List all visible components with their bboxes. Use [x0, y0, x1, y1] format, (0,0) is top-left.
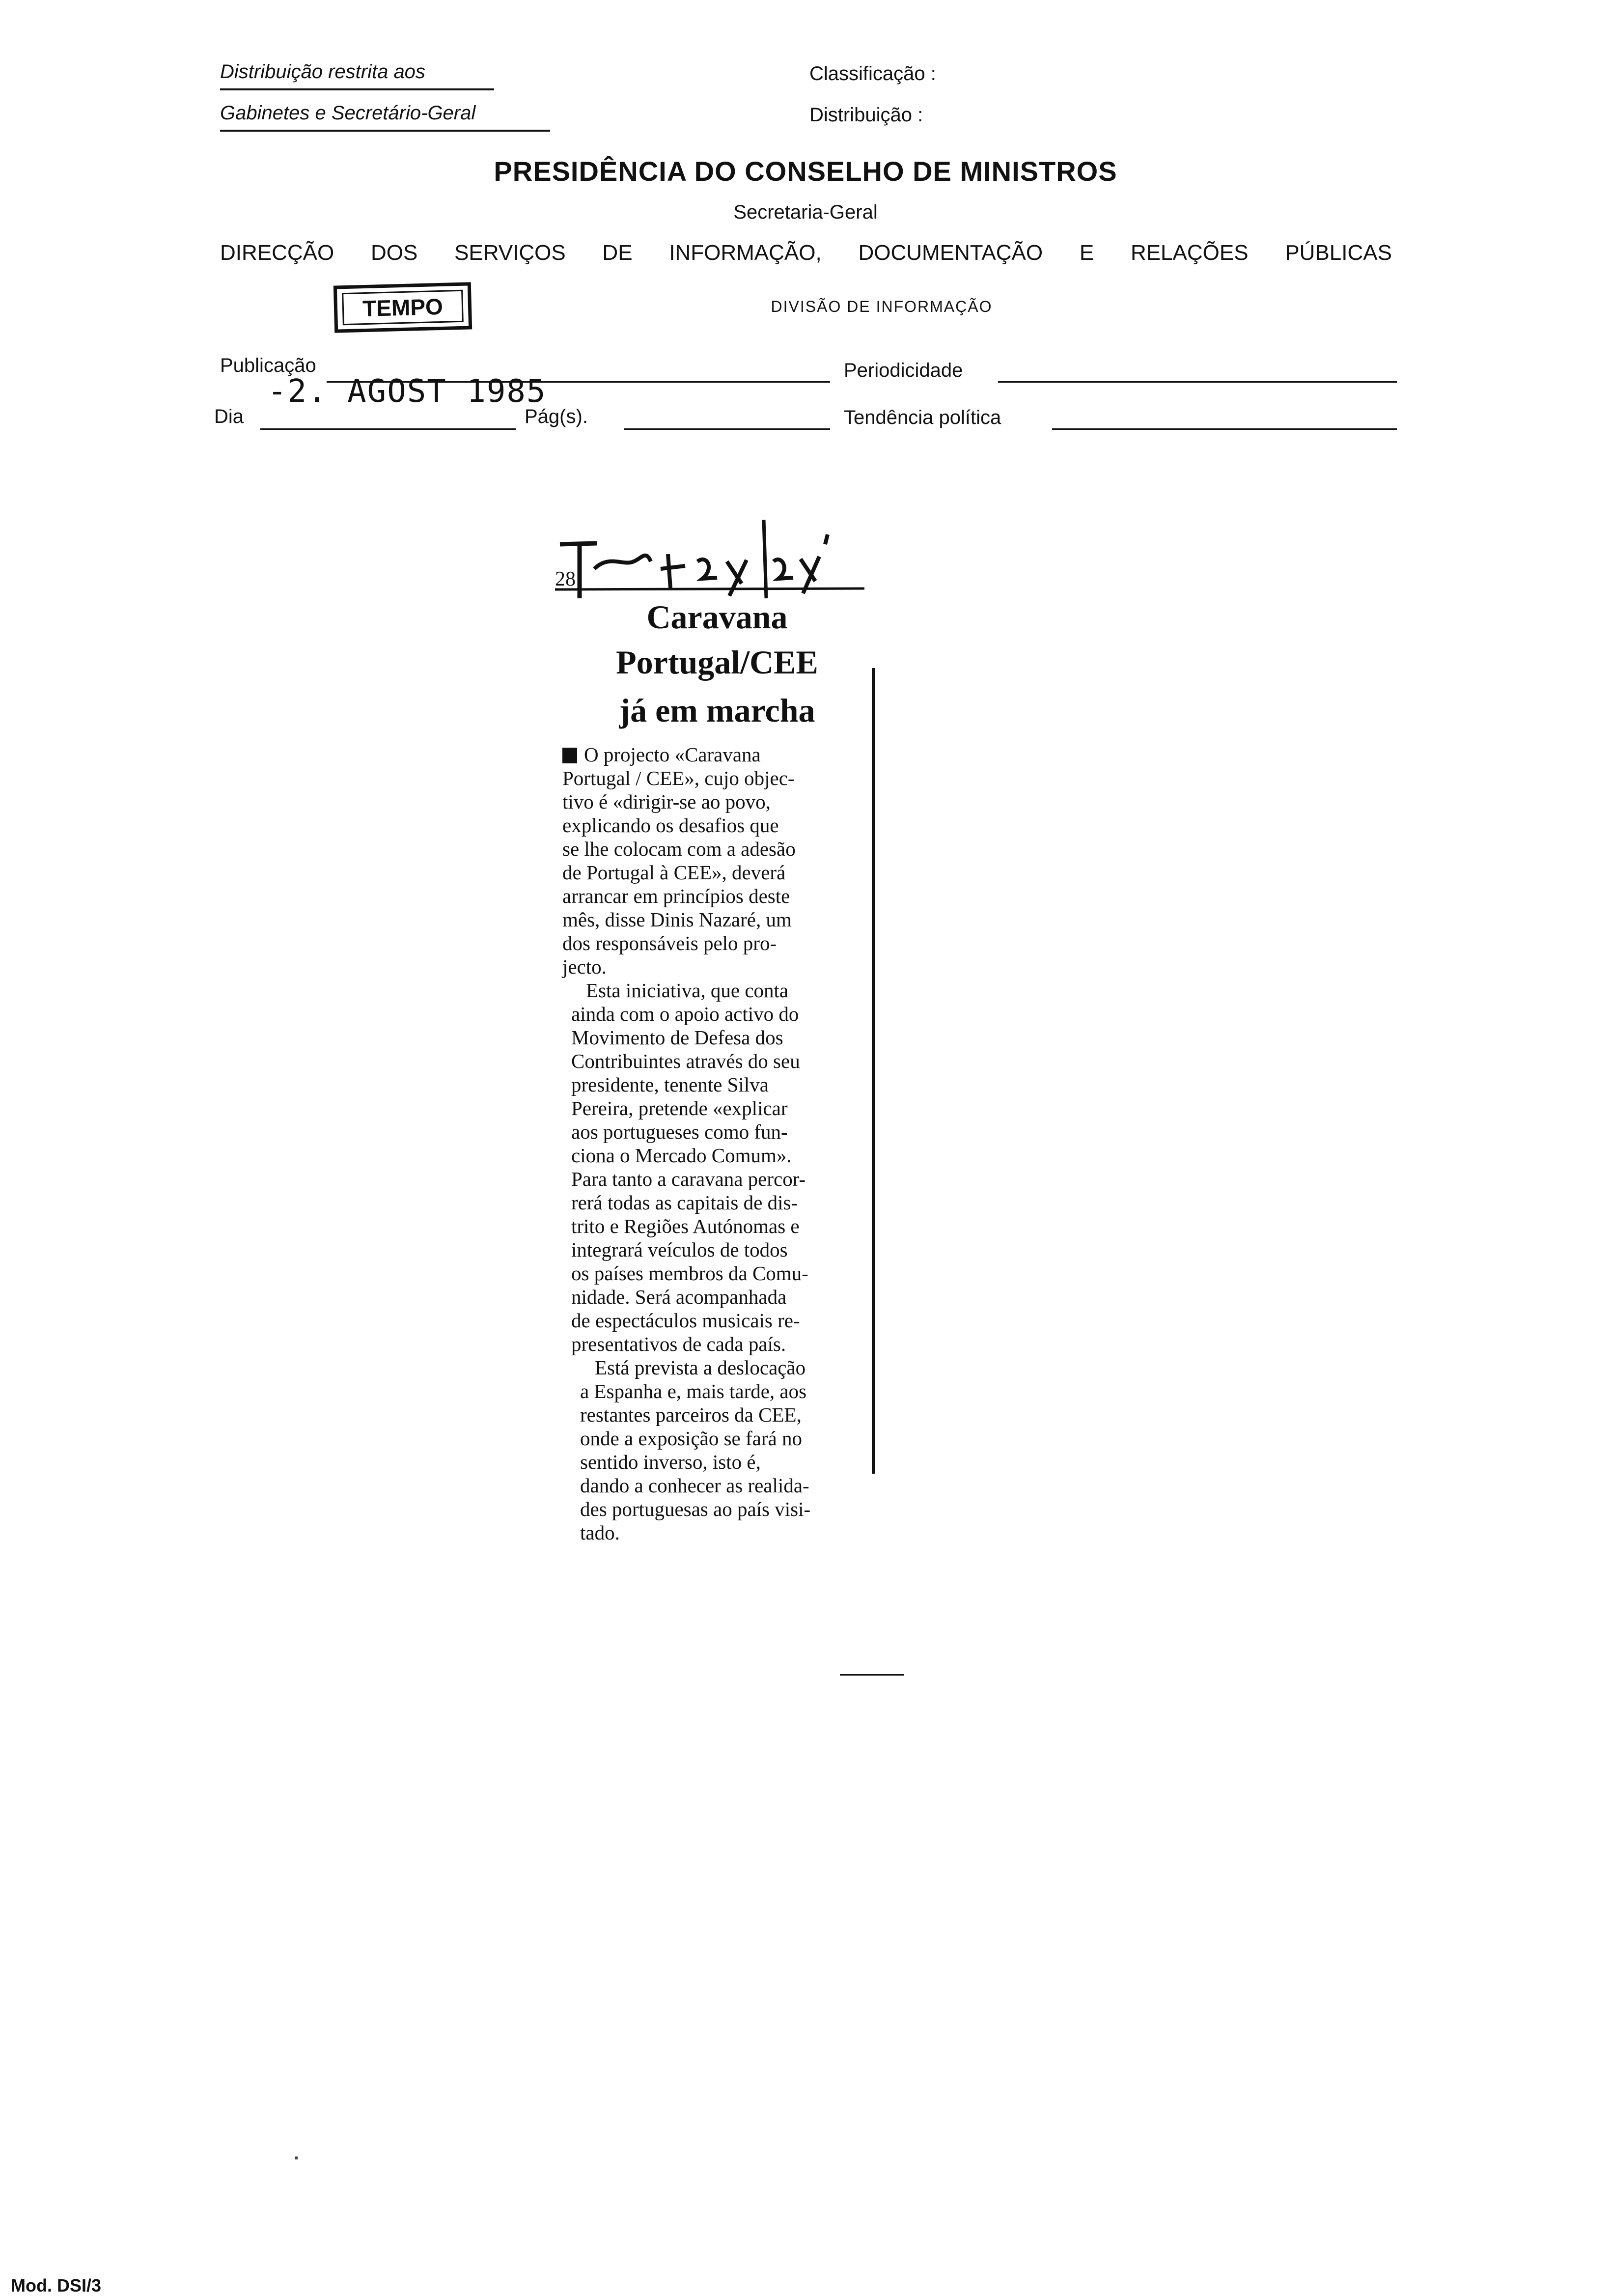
article-line-text: Esta iniciativa, que conta [586, 979, 789, 1002]
article-line [562, 1450, 867, 1474]
page-title: PRESIDÊNCIA DO CONSELHO DE MINISTROS [494, 156, 1117, 187]
article-line [562, 1261, 867, 1285]
article-line [562, 931, 867, 955]
article-line [562, 1497, 867, 1521]
article-line [562, 1026, 867, 1049]
article-line-text: integrará veículos de todos [571, 1238, 788, 1261]
article-line-text: dando a conhecer as realida- [580, 1474, 809, 1497]
article-line-text: presentativos de cada país. [571, 1333, 786, 1355]
page-subtitle: Secretaria-Geral [733, 201, 878, 223]
tendencia-line [1052, 428, 1397, 430]
article-line-text: sentido inverso, isto é, [580, 1451, 761, 1473]
article-line-text: Para tanto a caravana percor- [571, 1168, 806, 1190]
article-line-text: nidade. Será acompanhada [571, 1286, 787, 1308]
periodicidade-line [998, 381, 1397, 383]
article-line-text: Portugal / CEE», cujo objec- [562, 767, 795, 789]
restriction-notice-line1: Distribuição restrita aos [220, 61, 425, 83]
article-line-text: restantes parceiros da CEE, [580, 1403, 802, 1426]
article-line-text: presidente, tenente Silva [571, 1073, 769, 1096]
article-line [562, 884, 867, 908]
tendencia-label: Tendência política [844, 407, 1001, 428]
article-line-text: O projecto «Caravana [584, 743, 761, 766]
direction-word: PÚBLICAS [1285, 241, 1392, 265]
article-line [562, 790, 867, 813]
article-line-text: a Espanha e, mais tarde, aos [580, 1380, 807, 1402]
article-line [562, 1214, 867, 1238]
article-line [562, 1474, 867, 1497]
article-line-text: os países membros da Comu- [571, 1262, 808, 1285]
publicacao-label: Publicação [220, 355, 316, 376]
article-line-text: Movimento de Defesa dos [571, 1026, 783, 1049]
article-line [562, 1049, 867, 1073]
distribuicao-label: Distribuição : [809, 104, 923, 126]
article-line [562, 1403, 867, 1427]
article-line [562, 766, 867, 790]
direction-word: DE [602, 241, 633, 265]
column-rule [872, 668, 875, 1474]
article-line-text: aos portugueses como fun- [571, 1120, 788, 1143]
article-line [562, 1167, 867, 1191]
article-line [562, 955, 867, 979]
article-line [562, 1427, 867, 1450]
pags-line [624, 428, 830, 430]
direction-word: DOS [370, 241, 418, 265]
article-line-text: dos responsáveis pelo pro- [562, 932, 777, 954]
article-line-text: se lhe colocam com a adesão [562, 838, 796, 860]
direction-word: E [1079, 241, 1094, 265]
article-line-text: ciona o Mercado Comum». [571, 1144, 792, 1167]
article-line [562, 908, 867, 931]
article-line-text: trito e Regiões Autónomas e [571, 1215, 800, 1237]
direction-word: SERVIÇOS [454, 241, 566, 265]
article-line [562, 1191, 867, 1214]
article-line [562, 1096, 867, 1120]
headline-line2: Portugal/CEE [616, 644, 818, 681]
article-line [562, 1332, 867, 1356]
periodicidade-label: Periodicidade [844, 360, 963, 381]
underline [220, 130, 550, 132]
direction-word: INFORMAÇÃO, [669, 241, 822, 265]
article-line [562, 1379, 867, 1403]
dia-label: Dia [214, 406, 244, 427]
bullet-icon [562, 748, 577, 763]
article-line [562, 743, 867, 766]
article-line-text: Está prevista a deslocação [595, 1356, 806, 1379]
article-line-text: rerá todas as capitais de dis- [571, 1191, 798, 1214]
article-line-text: explicando os desafios que [562, 814, 779, 837]
pags-label: Pág(s). [525, 406, 588, 427]
headline-line1: Caravana [646, 598, 788, 636]
speck [295, 2156, 298, 2159]
article-line-text: onde a exposição se fará no [580, 1427, 802, 1450]
article-line [562, 979, 867, 1002]
date-stamp: -2. AGOST 1985 [268, 373, 547, 410]
article-line [562, 1144, 867, 1167]
article-line-text: Pereira, pretende «explicar [571, 1097, 788, 1120]
article-line-text: de Portugal à CEE», deverá [562, 861, 786, 884]
article-body [562, 743, 867, 1544]
headline-line3: já em marcha [619, 692, 815, 729]
article-line [562, 1238, 867, 1261]
classificacao-label: Classificação : [809, 63, 936, 84]
division-label: DIVISÃO DE INFORMAÇÃO [771, 298, 993, 315]
article-line [562, 1356, 867, 1379]
form-code: Mod. DSI/3 [11, 2275, 102, 2296]
article-line [562, 1285, 867, 1309]
article-line-text: tado. [580, 1521, 620, 1544]
stamp-text: TEMPO [362, 293, 444, 322]
direction-word: DIRECÇÃO [220, 241, 334, 265]
article-line-text: Contribuintes através do seu [571, 1050, 800, 1072]
article-line-text: ainda com o apoio activo do [571, 1003, 799, 1025]
direction-word: RELAÇÕES [1130, 241, 1249, 265]
article-line-text: de espectáculos musicais re- [571, 1309, 800, 1332]
restriction-notice-line2: Gabinetes e Secretário-Geral [220, 102, 476, 124]
article-line [562, 837, 867, 861]
underline [220, 88, 494, 90]
article-line-text: mês, disse Dinis Nazaré, um [562, 908, 792, 931]
article-line [562, 813, 867, 837]
article-line [562, 1521, 867, 1544]
direction-word: DOCUMENTAÇÃO [858, 241, 1043, 265]
article-line [562, 1120, 867, 1144]
article-line-text: des portuguesas ao país visi- [580, 1498, 811, 1520]
clip-number: 28 [555, 568, 576, 590]
article-line [562, 861, 867, 884]
dia-line [260, 428, 516, 430]
article-line [562, 1073, 867, 1096]
article-line [562, 1002, 867, 1026]
article-line-text: arrancar em princípios deste [562, 885, 790, 907]
direction-line [220, 241, 1392, 265]
article-line-text: jecto. [562, 955, 607, 978]
article-line [562, 1309, 867, 1332]
end-rule [840, 1674, 904, 1676]
article-line-text: tivo é «dirigir-se ao povo, [562, 790, 771, 813]
